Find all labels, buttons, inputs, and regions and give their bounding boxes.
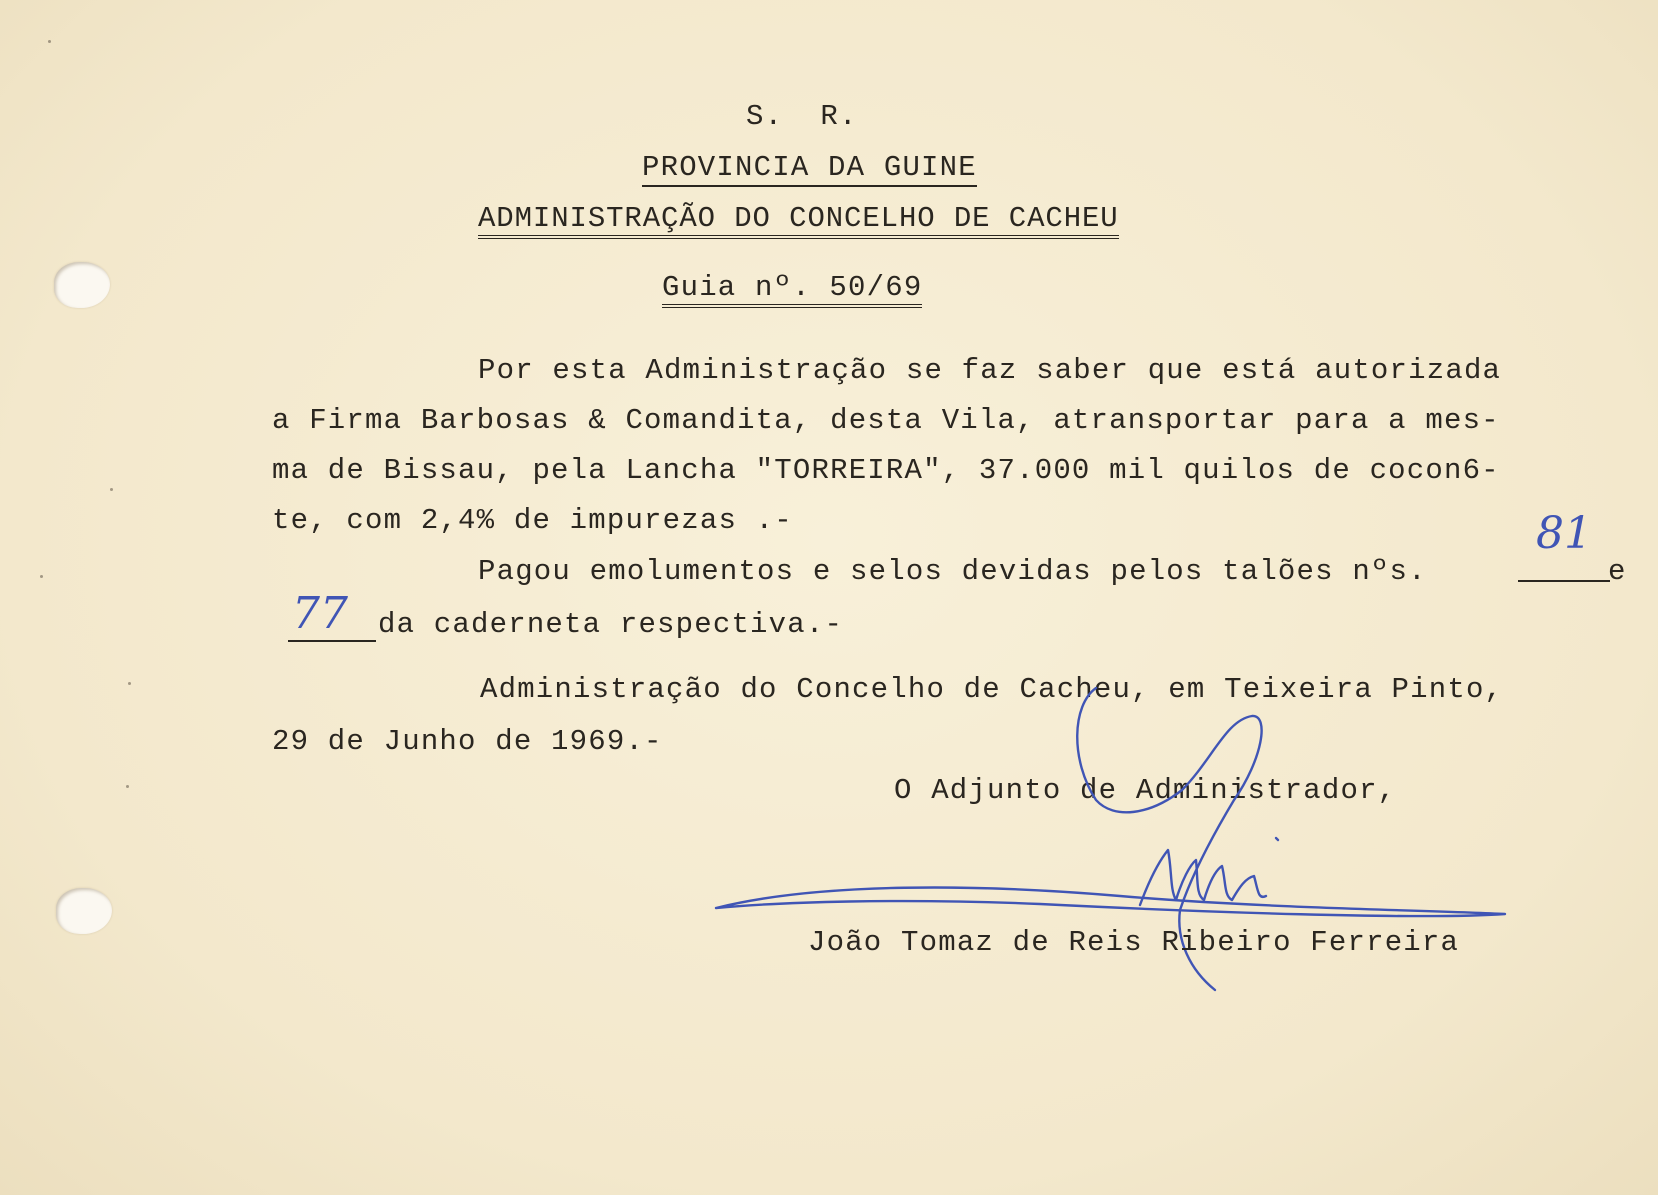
header-administration: ADMINISTRAÇÃO DO CONCELHO DE CACHEU [478, 204, 1119, 239]
signatory-name: João Tomaz de Reis Ribeiro Ferreira [808, 926, 1460, 959]
para2-connector: e [1608, 555, 1627, 588]
para2-line2: da caderneta respectiva.- [378, 608, 844, 641]
header-province: PROVINCIA DA GUINE [642, 153, 977, 187]
handwritten-talao-first: 81 [1536, 508, 1592, 559]
para1-line3: ma de Bissau, pela Lancha "TORREIRA", 37.000 mil quilos de cocon6- [272, 454, 1500, 487]
para1-line1: Por esta Administração se faz saber que está autorizada [478, 354, 1502, 387]
handwritten-talao-second: 77 [292, 588, 348, 639]
signature-underline [716, 887, 1505, 916]
header-sr: S. R. [746, 100, 858, 133]
signature-flourish-loop [1077, 688, 1261, 910]
para1-line4: te, com 2,4% de impurezas .- [272, 504, 793, 537]
para3-line1: Administração do Concelho de Cacheu, em Teixeira Pinto, [480, 673, 1504, 706]
para2-line1: Pagou emolumentos e selos devidas pelos talões nºs. [478, 555, 1427, 588]
para3-line2: 29 de Junho de 1969.- [272, 725, 663, 758]
signature-role: O Adjunto de Administrador, [894, 774, 1397, 807]
header-guia: Guia nº. 50/69 [662, 273, 922, 308]
signature-dot [1276, 838, 1278, 840]
para1-line2: a Firma Barbosas & Comandita, desta Vila, atransportar para a mes- [272, 404, 1500, 437]
